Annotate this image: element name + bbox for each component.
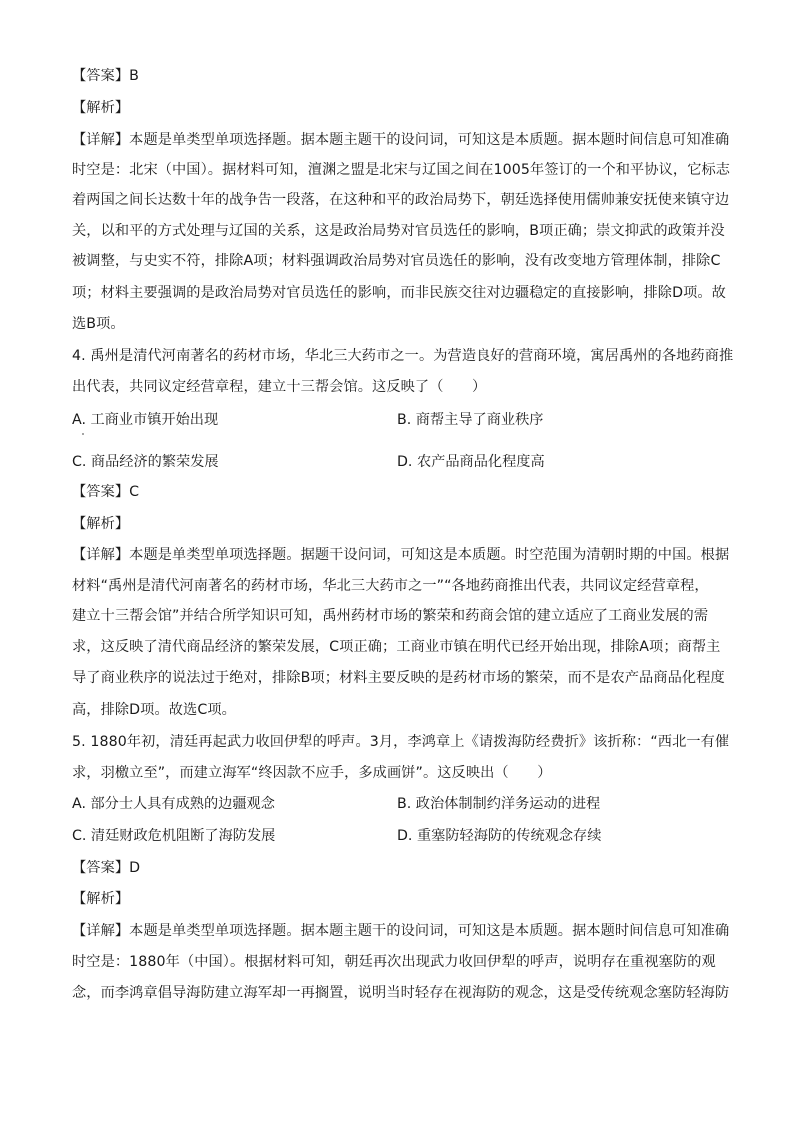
explanation-line: 项；材料主要强调的是政治局势对官员选任的影响，而非民族交往对边疆稳定的直接影响，排除D项。故 (72, 285, 726, 301)
question-4-stem: 出代表，共同议定经营章程，建立十三帮会馆。这反映了（ ） (72, 379, 487, 395)
explanation-line: 着两国之间长达数十年的战争告一段落，在这种和平的政治局势下，朝廷选择使用儒帅兼安抚使来镇守边 (72, 192, 730, 208)
answer-label-q4: 【答案】C (72, 484, 140, 500)
explanation-line: 时空是：1880年（中国）。根据材料可知，朝廷再次出现武力收回伊犁的呼声，说明存在重视塞防的观 (72, 954, 716, 970)
q4-option-c: C. 商品经济的繁荣发展 (72, 454, 219, 470)
q5-option-d: D. 重塞防轻海防的传统观念存续 (397, 828, 602, 844)
explanation-line: 【详解】本题是单类型单项选择题。据题干设问词，可知这是本质题。时空范围为清朝时期的中国。根据 (72, 547, 730, 563)
explanation-line: 求，这反映了清代商品经济的繁荣发展，C项正确；工商业市镇在明代已经开始出现，排除A项；商帮主 (72, 639, 721, 655)
q5-option-a: A. 部分士人具有成熟的边疆观念 (72, 796, 275, 812)
q5-option-b: B. 政治体制制约洋务运动的进程 (397, 796, 601, 812)
explanation-line: 时空是：北宋（中国）。据材料可知，澶渊之盟是北宋与辽国之间在1005年签订的一个和平协议，它标志 (72, 162, 731, 178)
question-5-stem: 求，羽檄立至”，而建立海军“终因款不应手，多成画饼”。这反映出（ ） (72, 765, 552, 781)
q5-option-c: C. 清廷财政危机阻断了海防发展 (72, 828, 276, 844)
answer-label-q3: 【答案】B (72, 68, 139, 84)
q4-option-a: A. 工商业市镇开始出现 (72, 412, 219, 428)
analysis-label-q5: 【解析】 (72, 891, 130, 907)
explanation-line: 关，以和平的方式处理与辽国的关系，这是政治局势对官员选任的影响，B项正确；崇文抑武的政策并没 (72, 223, 725, 239)
explanation-line: 材料“禹州是清代河南著名的药材市场，华北三大药市之一”“各地药商推出代表，共同议定经营章程， (72, 578, 709, 594)
explanation-line: 导了商业秩序的说法过于绝对，排除B项；材料主要反映的是药材市场的繁荣，而不是农产品商品化程度 (72, 670, 725, 686)
explanation-line: 被调整，与史实不符，排除A项；材料强调政治局势对官员选任的影响，没有改变地方管理体制，排除C (72, 253, 721, 269)
explanation-line: 建立十三帮会馆”并结合所学知识可知，禹州药材市场的繁荣和药商会馆的建立适应了工商业发展的需 (72, 608, 709, 624)
explanation-line: 【详解】本题是单类型单项选择题。据本题主题干的设问词，可知这是本质题。据本题时间信息可知准确 (72, 923, 730, 939)
analysis-label-q3: 【解析】 (72, 100, 130, 116)
q4-option-b: B. 商帮主导了商业秩序 (397, 412, 544, 428)
analysis-label-q4: 【解析】 (72, 516, 130, 532)
question-4-stem: 4. 禹州是清代河南著名的药材市场，华北三大药市之一。为营造良好的营商环境，寓居禹州的各地药商推 (72, 348, 734, 364)
explanation-line: 选B项。 (72, 316, 125, 332)
explanation-line: 念，而李鸿章倡导海防建立海军却一再搁置，说明当时轻存在视海防的观念，这是受传统观念塞防轻海防 (72, 985, 730, 1001)
question-5-stem: 5. 1880年初，清廷再起武力收回伊犁的呼声。3月，李鸿章上《请拨海防经费折》该折称：“西北一有催 (72, 734, 730, 750)
explanation-line: 【详解】本题是单类型单项选择题。据本题主题干的设问词，可知这是本质题。据本题时间信息可知准确 (72, 132, 730, 148)
answer-label-q5: 【答案】D (72, 860, 141, 876)
q4-option-d: D. 农产品商品化程度高 (397, 454, 545, 470)
stray-dot (82, 433, 84, 435)
explanation-line: 高，排除D项。故选C项。 (72, 702, 236, 718)
